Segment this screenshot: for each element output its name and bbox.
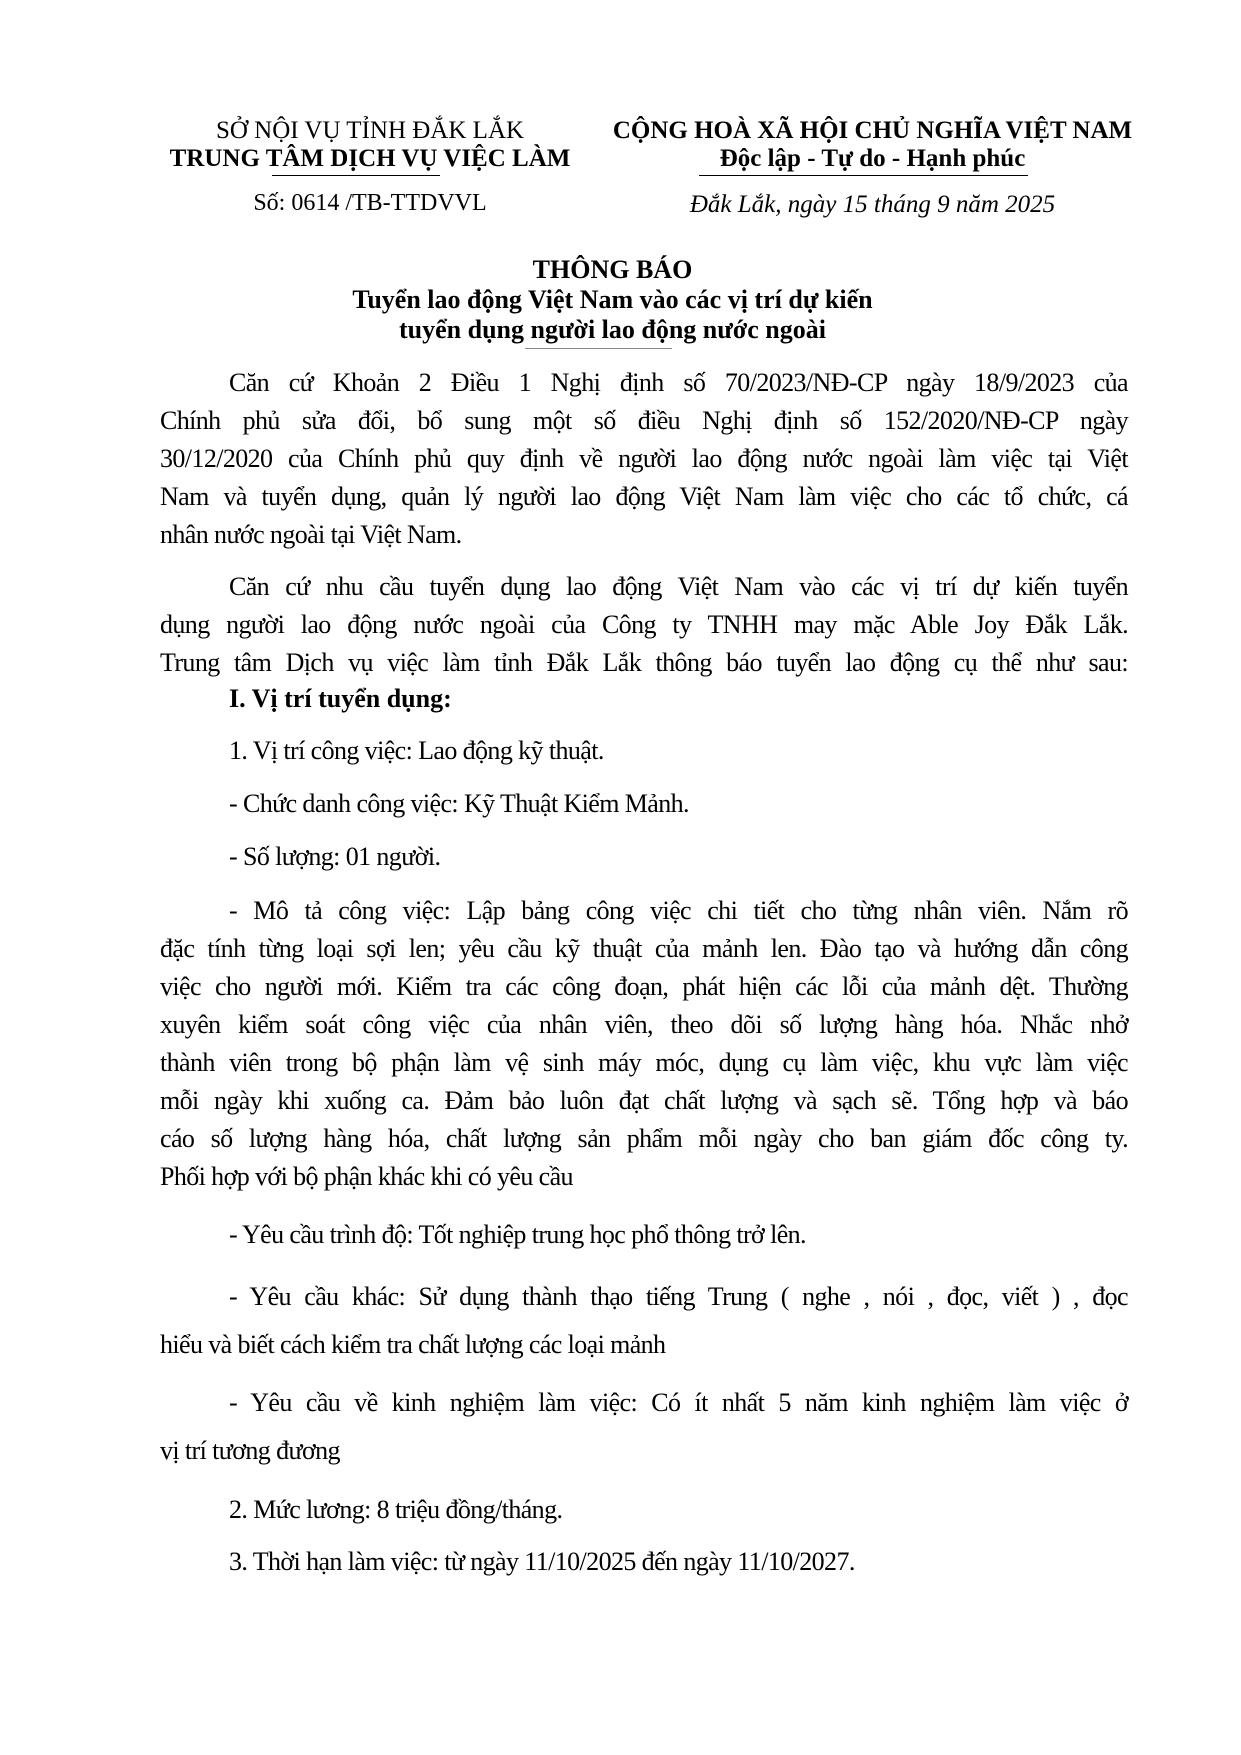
paragraph-line: hiểu và biết cách kiểm tra chất lượng các loại mảnh (160, 1330, 666, 1359)
paragraph-line: Nam và tuyển dụng, quản lý người lao động Việt Nam làm việc cho các tổ chức, cá (160, 482, 1128, 511)
subject-underline (525, 348, 672, 349)
country-name: CỘNG HOÀ XÃ HỘI CHỦ NGHĨA VIỆT NAM (612, 117, 1133, 144)
paragraph-line: dụng người lao động nước ngoài của Công ty TNHH may mặc Able Joy Đắk Lắk. (160, 610, 1128, 639)
document-subject-line-1: Tuyển lao động Việt Nam vào các vị trí dự kiến (352, 285, 873, 314)
paragraph-line: nhân nước ngoài tại Việt Nam. (160, 520, 462, 549)
document-subject-line-2: tuyển dụng người lao động nước ngoài (398, 315, 826, 344)
place-and-date: Đắk Lắk, ngày 15 tháng 9 năm 2025 (689, 191, 1056, 218)
paragraph-line: đặc tính từng loại sợi len; yêu cầu kỹ thuật của mảnh len. Đào tạo và hướng dẫn công (160, 934, 1128, 963)
job-position: 1. Vị trí công việc: Lao động kỹ thuật. (229, 736, 604, 765)
paragraph-line: vị trí tương đương (160, 1436, 340, 1465)
education-requirement: - Yêu cầu trình độ: Tốt nghiệp trung học phổ thông trở lên. (229, 1220, 806, 1249)
motto-underline (699, 175, 1028, 176)
paragraph-line: xuyên kiểm soát công việc của nhân viên, theo dõi số lượng hàng hóa. Nhắc nhở (160, 1010, 1128, 1039)
paragraph-line: việc cho người mới. Kiểm tra các công đoạn, phát hiện các lỗi của mảnh dệt. Thường (160, 972, 1128, 1001)
paragraph-line: Căn cứ Khoản 2 Điều 1 Nghị định số 70/2023/NĐ-CP ngày 18/9/2023 của (229, 368, 1128, 397)
agency-name: TRUNG TÂM DỊCH VỤ VIỆC LÀM (169, 145, 571, 172)
paragraph-line: Phối hợp với bộ phận khác khi có yêu cầu (160, 1162, 573, 1191)
paragraph-line: mỗi ngày khi xuống ca. Đảm bảo luôn đạt chất lượng và sạch sẽ. Tổng hợp và báo (160, 1086, 1128, 1115)
paragraph-line: Căn cứ nhu cầu tuyển dụng lao động Việt Nam vào các vị trí dự kiến tuyển (229, 572, 1128, 601)
section-heading-positions: I. Vị trí tuyển dụng: (229, 684, 452, 713)
paragraph-line: thành viên trong bộ phận làm vệ sinh máy móc, dụng cụ làm việc, khu vực làm việc (160, 1048, 1128, 1077)
paragraph-line: Chính phủ sửa đổi, bổ sung một số điều Nghị định số 152/2020/NĐ-CP ngày (160, 406, 1128, 435)
paragraph-line: - Mô tả công việc: Lập bảng công việc chi tiết cho từng nhân viên. Nắm rõ (229, 896, 1128, 925)
paragraph-line: 30/12/2020 của Chính phủ quy định về người lao động nước ngoài làm việc tại Việt (160, 444, 1128, 473)
work-term: 3. Thời hạn làm việc: từ ngày 11/10/2025 đến ngày 11/10/2027. (229, 1547, 855, 1576)
paragraph-line: - Yêu cầu khác: Sử dụng thành thạo tiếng Trung ( nghe , nói , đọc, viết ) , đọc (229, 1282, 1128, 1311)
job-title: - Chức danh công việc: Kỹ Thuật Kiểm Mảnh. (229, 789, 689, 818)
job-quantity: - Số lượng: 01 người. (229, 842, 441, 871)
document-type-title: THÔNG BÁO (532, 255, 693, 284)
document-number: Số: 0614 /TB-TTDVVL (253, 190, 487, 216)
agency-underline (272, 175, 440, 176)
paragraph-line: cáo số lượng hàng hóa, chất lượng sản phẩm mỗi ngày cho ban giám đốc công ty. (160, 1124, 1128, 1153)
agency-parent: SỞ NỘI VỤ TỈNH ĐẮK LẮK (215, 117, 525, 144)
salary: 2. Mức lương: 8 triệu đồng/tháng. (229, 1495, 563, 1524)
paragraph-line: Trung tâm Dịch vụ việc làm tỉnh Đắk Lắk thông báo tuyển lao động cụ thể như sau: (160, 648, 1128, 677)
paragraph-line: - Yêu cầu về kinh nghiệm làm việc: Có ít nhất 5 năm kinh nghiệm làm việc ở (229, 1388, 1128, 1417)
national-motto: Độc lập - Tự do - Hạnh phúc (719, 145, 1026, 172)
